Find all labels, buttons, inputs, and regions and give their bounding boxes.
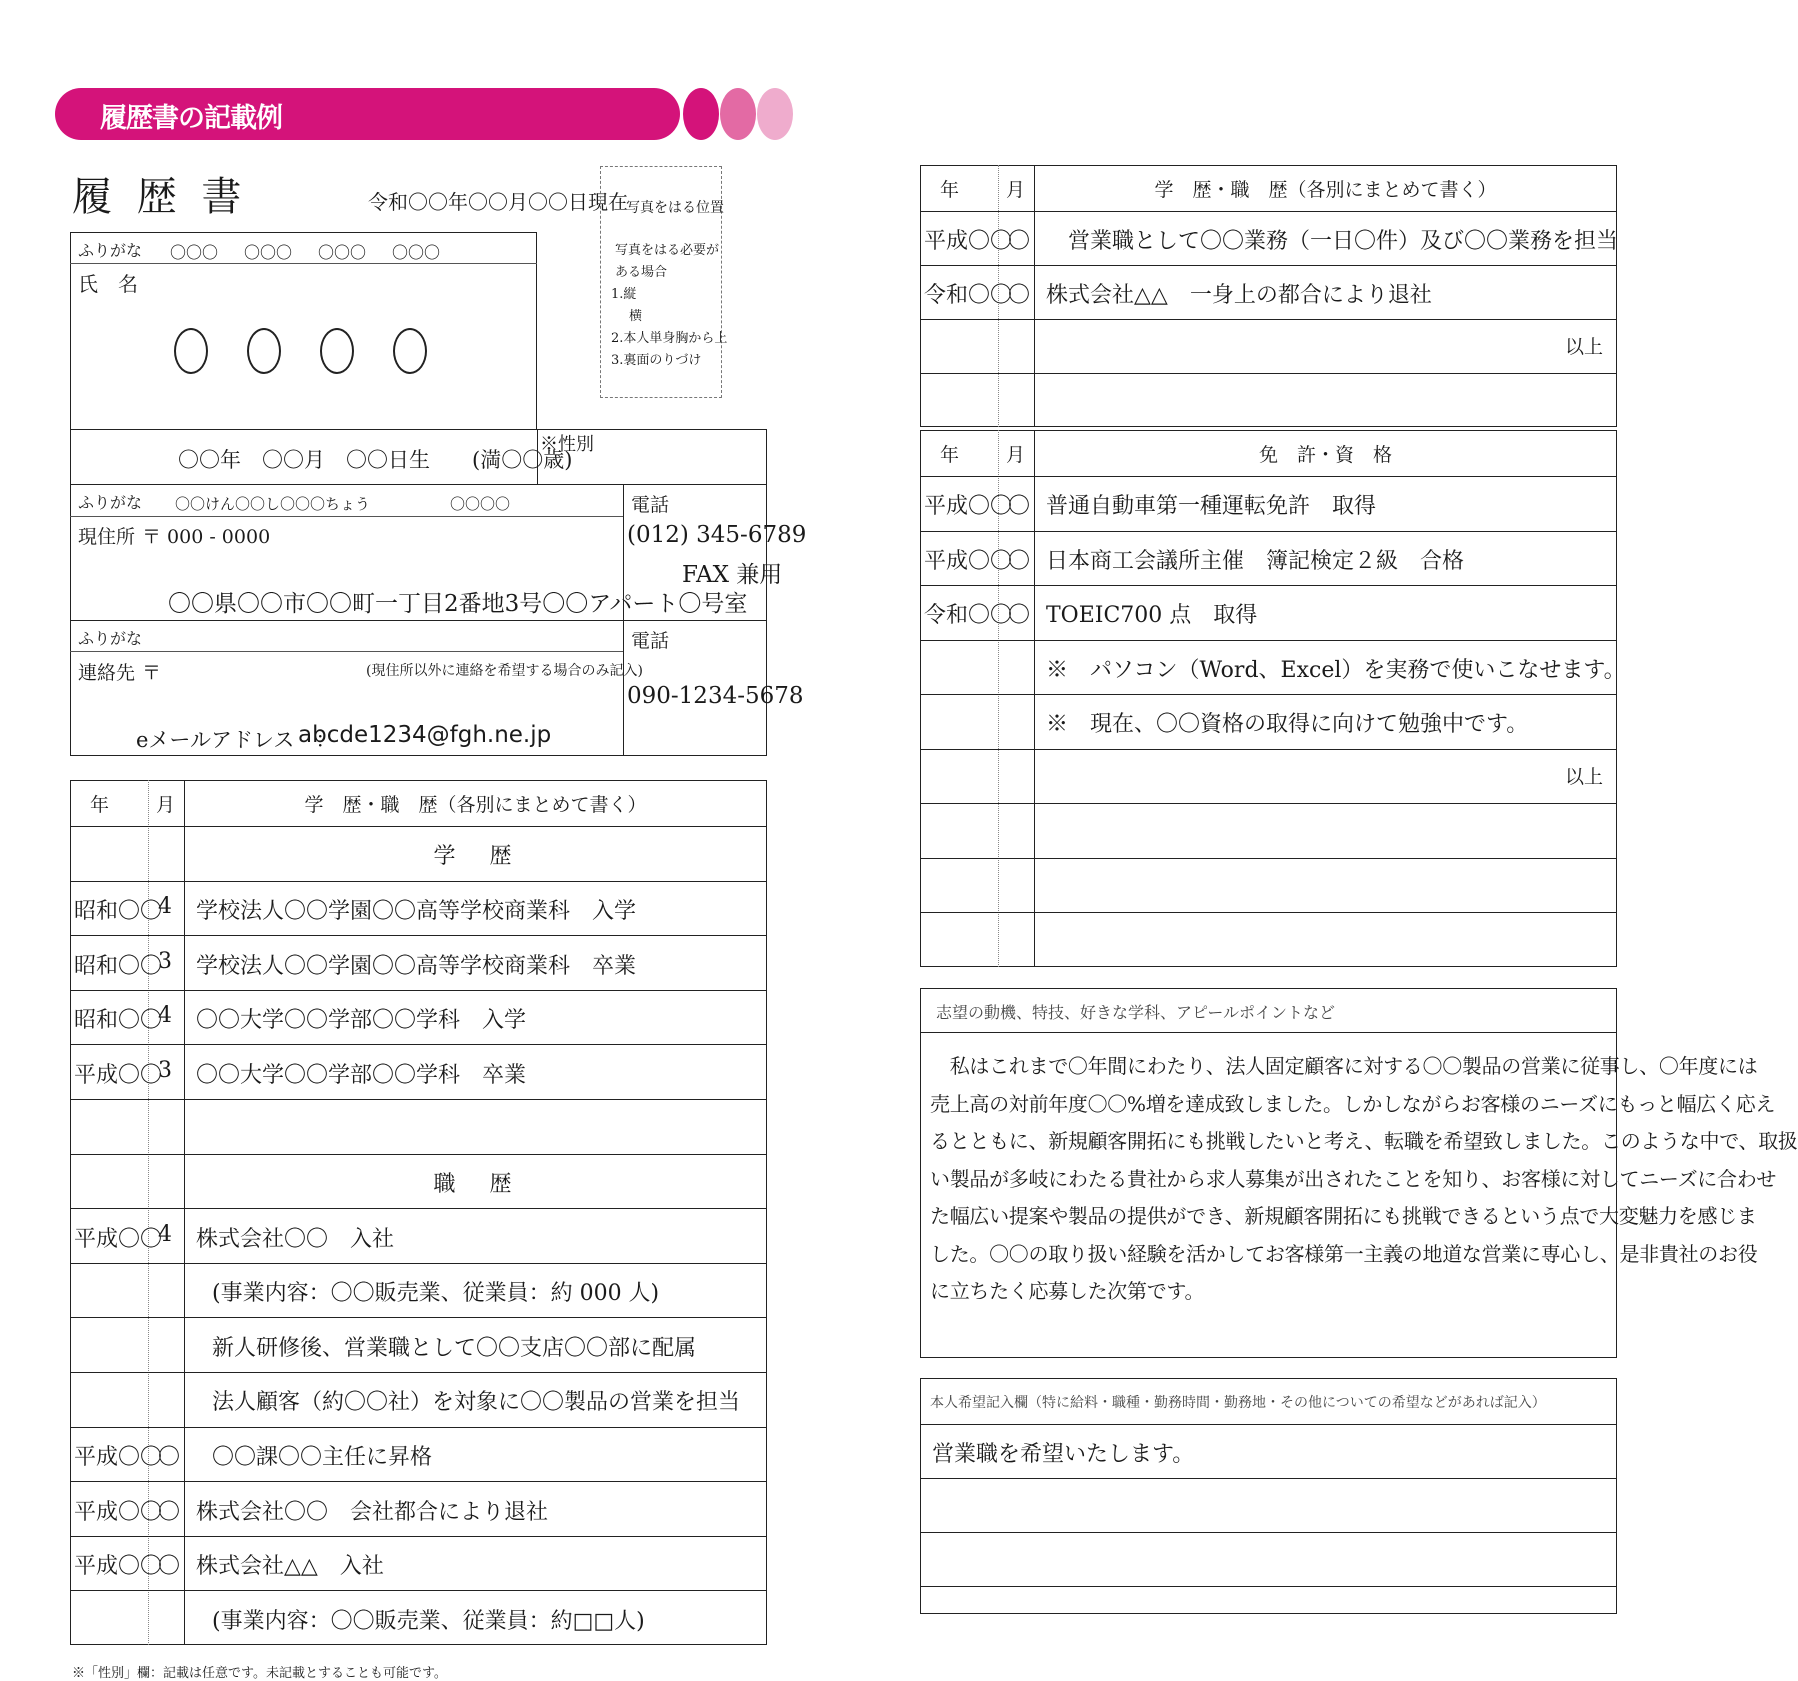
name-char-placeholder <box>247 328 281 374</box>
row-divider <box>70 1536 767 1537</box>
col-year-header: 年 <box>940 444 960 466</box>
row-month: 〇 <box>1008 603 1031 629</box>
row-description: 普通自動車第一種運転免許 取得 <box>1046 494 1377 520</box>
row-divider <box>70 1044 767 1045</box>
row-year: 平成〇〇 <box>924 548 1013 574</box>
gender-label: ※性別 <box>540 434 594 455</box>
row-divider <box>70 1263 767 1264</box>
row-description: (事業内容：〇〇販売業、従業員：約 000 人) <box>212 1281 660 1307</box>
address-postal: 〒 000 - 0000 <box>142 526 271 548</box>
motivation-line: した。〇〇の取り扱い経験を活かしてお客様第一主義の地道な営業に専心し、是非貴社のお役 <box>930 1241 1758 1266</box>
furigana-label: ふりがな <box>78 241 143 260</box>
row-divider <box>70 935 767 936</box>
photo-placeholder <box>600 166 728 398</box>
row-month: 3 <box>158 948 172 974</box>
history-table-left <box>70 780 767 1645</box>
birth-date: 〇〇年 〇〇月 〇〇日生 (満〇〇歳) <box>178 448 573 472</box>
banner-dot-3 <box>757 88 793 140</box>
row-divider <box>70 1481 767 1482</box>
row-divider <box>920 585 1617 586</box>
row-divider <box>920 476 1617 477</box>
contact-phone: 090-1234-5678 <box>627 683 804 709</box>
row-year: 平成〇〇 <box>924 494 1013 520</box>
row-description: 新人研修後、営業職として〇〇支店〇〇部に配属 <box>212 1335 697 1361</box>
row-divider <box>920 265 1617 266</box>
row-month: 〇 <box>1008 548 1031 574</box>
row-year: 平成〇〇 <box>74 1444 163 1470</box>
row-divider <box>920 640 1617 641</box>
name-box <box>70 232 537 430</box>
address-furigana-value: 〇〇けん〇〇し〇〇〇ちょう <box>175 495 371 513</box>
row-divider <box>920 1424 1617 1425</box>
contact-phone-label: 電話 <box>631 630 670 652</box>
row-divider <box>70 990 767 991</box>
row-year: 平成〇〇 <box>74 1226 163 1252</box>
photo-line: 3.裏面のりづけ <box>611 353 702 368</box>
col-month-header: 月 <box>156 794 176 816</box>
row-divider <box>920 749 1617 750</box>
name-char-placeholder <box>174 328 208 374</box>
motivation-line: 私はこれまで〇年間にわたり、法人固定顧客に対する〇〇製品の営業に従事し、〇年度には <box>930 1054 1758 1078</box>
furigana-value: 〇〇〇 <box>392 243 441 262</box>
contact-label: 連絡先 <box>78 662 136 684</box>
row-description: 〇〇大学〇〇学部〇〇学科 卒業 <box>196 1062 527 1088</box>
col-year-header: 年 <box>90 794 110 816</box>
furigana-value: 〇〇〇 <box>170 243 219 262</box>
wishes-row-text: 営業職を希望いたします。 <box>932 1442 1195 1467</box>
footnote: ※「性別」欄：記載は任意です。未記載とすることも可能です。 <box>72 1666 447 1681</box>
row-year: 平成〇〇 <box>74 1499 163 1525</box>
banner-title: 履歴書の記載例 <box>100 103 282 134</box>
row-month: 〇 <box>158 1444 181 1470</box>
row-divider <box>920 1532 1617 1533</box>
row-divider <box>70 826 767 827</box>
wishes-label: 本人希望記入欄（特に給料・職種・勤務時間・勤務地・その他についての希望などがあれば記入） <box>930 1395 1546 1411</box>
fax-note: FAX 兼用 <box>682 562 783 588</box>
row-divider <box>70 1372 767 1373</box>
row-divider <box>920 1586 1617 1587</box>
address-value: 〇〇県〇〇市〇〇町一丁目2番地3号〇〇アパート〇号室 <box>168 591 748 617</box>
col-month-header: 月 <box>1006 444 1026 466</box>
row-description: ※ 現在、〇〇資格の取得に向けて勉強中です。 <box>1046 712 1529 738</box>
furigana-value: 〇〇〇 <box>318 243 367 262</box>
row-description: TOEIC700 点 取得 <box>1046 603 1258 629</box>
row-description: 株式会社〇〇 会社都合により退社 <box>196 1499 549 1525</box>
row-description: 〇〇課〇〇主任に昇格 <box>212 1444 433 1470</box>
address-furigana-label: ふりがな <box>78 493 143 512</box>
row-divider <box>70 1427 767 1428</box>
banner-dot-2 <box>720 88 756 140</box>
col-year-header: 年 <box>940 179 960 201</box>
motivation-line: に立ちたく応募した次第です。 <box>930 1279 1205 1303</box>
row-year: 令和〇〇 <box>924 283 1013 308</box>
motivation-label: 志望の動機、特技、好きな学科、アピールポイントなど <box>936 1003 1336 1022</box>
row-description: 営業職として〇〇業務（一日〇件）及び〇〇業務を担当 <box>1046 229 1619 254</box>
row-divider <box>920 531 1617 532</box>
row-divider <box>920 803 1617 804</box>
row-description: 〇〇大学〇〇学部〇〇学科 入学 <box>196 1008 527 1034</box>
row-description: ※ パソコン（Word、Excel）を実務で使いこなせます。 <box>1046 657 1626 683</box>
photo-line: 1.縦 <box>611 287 637 302</box>
row-month: 〇 <box>158 1554 181 1580</box>
address-furigana-value-2: 〇〇〇〇 <box>450 495 511 513</box>
motivation-line: るとともに、新規顧客開拓にも挑戦したいと考え、転職を希望致しました。このような中で、取扱 <box>930 1129 1798 1153</box>
photo-line: 横 <box>629 309 643 324</box>
row-divider <box>920 211 1617 212</box>
row-description: 株式会社△△ 入社 <box>196 1554 384 1580</box>
row-divider <box>70 881 767 882</box>
row-divider <box>920 694 1617 695</box>
row-divider <box>920 1478 1617 1479</box>
banner-dot-1 <box>683 88 719 140</box>
motivation-line: た幅広い提案や製品の提供ができ、新規顧客開拓にも挑戦できるという点で大変魅力を感じま <box>930 1204 1757 1228</box>
column-divider <box>1034 165 1035 427</box>
row-divider <box>70 1590 767 1591</box>
row-description: 学校法人〇〇学園〇〇高等学校商業科 入学 <box>196 898 637 924</box>
row-month: 4 <box>158 893 172 919</box>
row-month: 〇 <box>158 1499 181 1525</box>
name-char-placeholder <box>393 328 427 374</box>
photo-line: ある場合 <box>615 265 668 280</box>
address-label: 現住所 <box>78 526 136 548</box>
row-description: 日本商工会議所主催 簿記検定２級 合格 <box>1046 548 1465 574</box>
row-description: 以上 <box>1564 336 1603 358</box>
row-divider <box>920 858 1617 859</box>
licenses-table <box>920 430 1626 967</box>
contact-postal: 〒 <box>142 662 162 684</box>
row-year: 平成〇〇 <box>74 1554 163 1580</box>
resume-title: 履 歴 書 <box>72 174 248 220</box>
row-year: 令和〇〇 <box>924 603 1013 629</box>
row-month: 〇 <box>1008 494 1031 520</box>
col-desc-header: 学 歴・職 歴（各別にまとめて書く） <box>304 794 647 816</box>
history-table-right <box>920 165 1617 427</box>
motivation-line: い製品が多岐にわたる貴社から求人募集が出されたことを知り、お客様に対してニーズに合わせ <box>930 1166 1777 1191</box>
row-month: 〇 <box>1008 283 1031 308</box>
row-month: 〇 <box>1008 229 1031 254</box>
col-desc-header: 学 歴・職 歴（各別にまとめて書く） <box>1154 179 1497 201</box>
row-divider <box>920 319 1617 320</box>
photo-line: 2.本人単身胸から上 <box>611 331 728 346</box>
row-divider <box>920 373 1617 374</box>
row-description: 学 歴 <box>433 844 518 870</box>
row-description: 職 歴 <box>433 1171 518 1197</box>
row-description: 法人顧客（約〇〇社）を対象に〇〇製品の営業を担当 <box>212 1390 741 1416</box>
col-month-header: 月 <box>1006 179 1026 201</box>
phone-label: 電話 <box>631 494 670 516</box>
contact-furigana-label: ふりがな <box>78 629 143 648</box>
row-divider <box>70 1099 767 1100</box>
furigana-value: 〇〇〇 <box>244 243 293 262</box>
wishes-box <box>920 1378 1617 1614</box>
row-description: 株式会社〇〇 入社 <box>196 1226 395 1252</box>
photo-title: 写真をはる位置 <box>626 200 724 216</box>
row-description: 株式会社△△ 一身上の都合により退社 <box>1046 283 1432 308</box>
row-description: 以上 <box>1564 765 1603 788</box>
column-divider <box>184 780 185 1645</box>
row-month: 3 <box>158 1057 172 1083</box>
phone-value: (012) 345-6789 <box>627 522 807 548</box>
email-value: abcde1234@fgh.ne.jp <box>298 722 552 748</box>
row-year: 昭和〇〇 <box>74 1008 163 1034</box>
resume-date: 令和〇〇年〇〇月〇〇日現在 <box>368 190 628 214</box>
row-divider <box>920 912 1617 913</box>
photo-line: 写真をはる必要が <box>615 243 720 258</box>
row-description: (事業内容：〇〇販売業、従業員：約□□人) <box>212 1608 645 1634</box>
row-year: 平成〇〇 <box>924 229 1013 254</box>
row-year: 昭和〇〇 <box>74 953 163 979</box>
row-divider <box>70 1317 767 1318</box>
row-divider <box>70 1154 767 1155</box>
contact-note: (現住所以外に連絡を希望する場合のみ記入) <box>366 663 643 679</box>
motivation-line: 売上高の対前年度〇〇%増を達成致しました。しかしながらお客様のニーズにもっと幅広く応え <box>930 1091 1776 1116</box>
row-month: 4 <box>158 1221 172 1247</box>
row-divider <box>70 1208 767 1209</box>
row-month: 4 <box>158 1003 172 1029</box>
row-description: 学校法人〇〇学園〇〇高等学校商業科 卒業 <box>196 953 637 979</box>
name-label: 氏 名 <box>78 272 138 296</box>
column-divider <box>1034 430 1035 967</box>
row-year: 昭和〇〇 <box>74 898 163 924</box>
email-label: eメールアドレス ： <box>136 728 337 752</box>
row-year: 平成〇〇 <box>74 1062 163 1088</box>
name-char-placeholder <box>320 328 354 374</box>
col-desc-header: 免 許・資 格 <box>1258 444 1392 466</box>
